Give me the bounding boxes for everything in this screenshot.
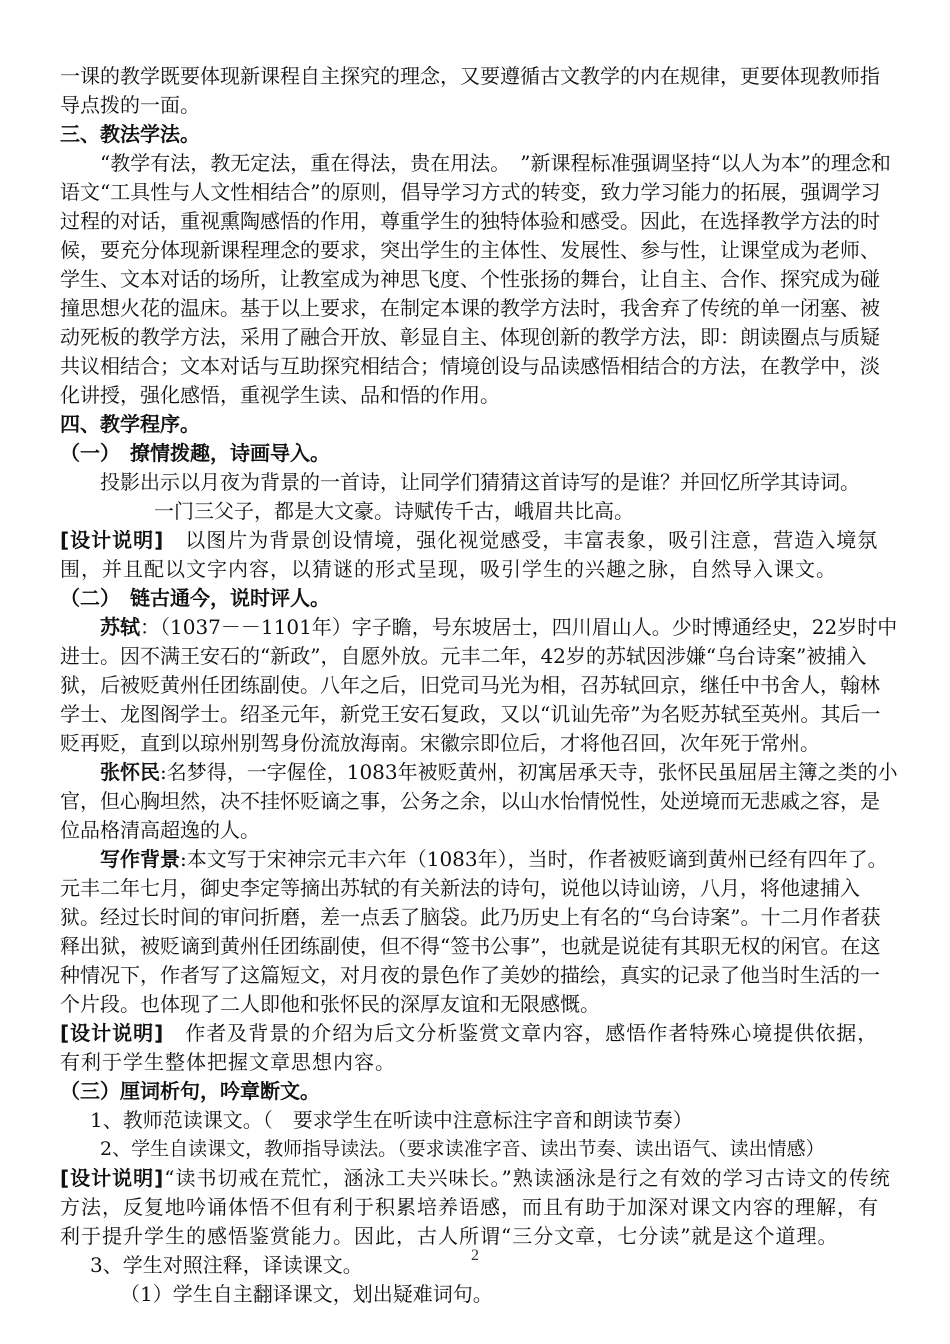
design-note-label: [设计说明] [60,528,165,552]
background-text: :本文写于宋神宗元丰六年（1083年），当时，作者被贬谪到黄州已经有四年了。元丰二年七月，御史李定等摘出苏轼的有关新法的诗句，说他以诗讪谤，八月，将他逮捕入狱。经过长时间的审问折磨，差一点丢了脑袋。此乃历史上有名的“乌台诗案”。十二月作者获释出狱，被贬谪到黄州任团练副使，但不得“签书公事”，也就是说徒有其职无权的闲官。在这种情况下，作者写了这篇短文，对月夜的景色作了美妙的描绘，真实的记录了他当时生活的一个片段。也体现了二人即他和张怀民的深厚友谊和无限感慨。 [60,847,888,1016]
section-heading-methods: 三、教法学法。 [60,122,200,146]
zhang-huaimin-label: 张怀民 [100,760,160,784]
poem-line: 一门三父子，都是大文豪。诗赋传千古，峨眉共比高。 [154,499,634,523]
design-note-label: [设计说明] [60,1021,165,1045]
design-note-2 [60,1019,898,1077]
methods-paragraph: “教学有法，教无定法，重在得法，贵在用法。 ”新课程标准强调坚持“以人为本”的理念和语文“工具性与人文性相结合”的原则，倡导学习方式的转变，致力学习能力的拓展，强调学习过程的对话，重视熏陶感悟的作用，尊重学生的独特体验和感受。因此，在选择教学方法的时候，要充分体现新课程理念的要求，突出学生的主体性、发展性、参与性，让课堂成为老师、学生、文本对话的场所，让教室成为神思飞度、个性张扬的舞台，让自主、合作、探究成为碰撞思想火花的温床。基于以上要求，在制定本课的教学方法时，我舍弃了传统的单一闭塞、被动死板的教学方法，采用了融合开放、彰显自主、体现创新的教学方法，即：朗读圈点与质疑共议相结合；文本对话与互助探究相结合；情境创设与品读感悟相结合的方法，在教学中，淡化讲授，强化感悟，重视学生读、品和悟的作用。 [60,151,891,407]
step-heading-3: （三）厘词析句，吟章断文。 [60,1079,320,1103]
step3-item-3: 3、学生对照注释，译读课文。 [90,1253,363,1277]
design-note-text: 作者及背景的介绍为后文分析鉴赏文章内容，感悟作者特殊心境提供依据，有利于学生整体把握文章思想内容。 [60,1021,879,1074]
design-note-label: [设计说明] [60,1166,165,1190]
step1-paragraph: 投影出示以月夜为背景的一首诗，让同学们猜猜这首诗写的是谁？并回忆所学其诗词。 [100,470,860,494]
su-shi-paragraph [60,613,898,758]
design-note-text: “读书切戒在荒忙，涵泳工夫兴味长。”熟读涵泳是行之有效的学习古诗文的传统方法，反复地吟诵体悟不但有利于积累培养语感，而且有助于加深对课文内容的理解，有利于提升学生的感悟鉴赏能力。因此，古人所谓“三分文章，七分读”就是这个道理。 [60,1166,891,1248]
design-note-text: 以图片为背景创设情境，强化视觉感受，丰富表象，吸引注意，营造入境氛围，并且配以文字内容，以猜谜的形式呈现，吸引学生的兴趣之脉，自然导入课文。 [60,528,879,581]
design-note-1 [60,526,898,584]
document-page [60,62,898,1309]
su-shi-label: 苏轼 [100,615,140,639]
su-shi-text: ：（1037－－1101年）字子瞻，号东坡居士，四川眉山人。少时博通经史，22岁时中进士。因不满王安石的“新政”，自愿外放。元丰二年，42岁的苏轼因涉嫌“乌台诗案”被捕入狱，后被贬黄州任团练副使。八年之后，旧党司马光为相，召苏轼回京，继任中书舍人，翰林学士、龙图阁学士。绍圣元年，新党王安石复政，又以“讥讪先帝”为名贬苏轼至英州。其后一贬再贬，直到以琼州别驾身份流放海南。宋徽宗即位后，才将他召回，次年死于常州。 [60,615,898,755]
background-label: 写作背景 [100,847,180,871]
zhang-huaimin-paragraph [60,758,898,845]
section-heading-procedure: 四、教学程序。 [60,412,200,436]
step3-item-1: 1、教师范读课文。（ 要求学生在听读中注意标注字音和朗读节奏） [90,1108,693,1132]
step-heading-2: （二） 链古通今，说时评人。 [60,586,330,610]
intro-paragraph: 一课的教学既要体现新课程自主探究的理念，又要遵循古文教学的内在规律，更要体现教师指导点拨的一面。 [60,64,880,117]
step3-item-2: 2、学生自读课文，教师指导读法。（要求读准字音、读出节奏、读出语气、读出情感） [100,1138,825,1160]
background-paragraph [60,845,898,1019]
zhang-huaimin-text: :名梦得，一字偓佺，1083年被贬黄州，初寓居承天寺，张怀民虽屈居主簿之类的小官，但心胸坦然，决不挂怀贬谪之事，公务之余，以山水怡情悦性，处逆境而无悲戚之容，是位品格清高超逸的人。 [60,760,898,842]
step3-item-3-sub-1: （1）学生自主翻译课文，划出疑难词句。 [120,1282,493,1306]
page-number: 2 [471,1247,479,1264]
design-note-3 [60,1164,898,1251]
step-heading-1: （一） 撩情拨趣，诗画导入。 [60,441,330,465]
